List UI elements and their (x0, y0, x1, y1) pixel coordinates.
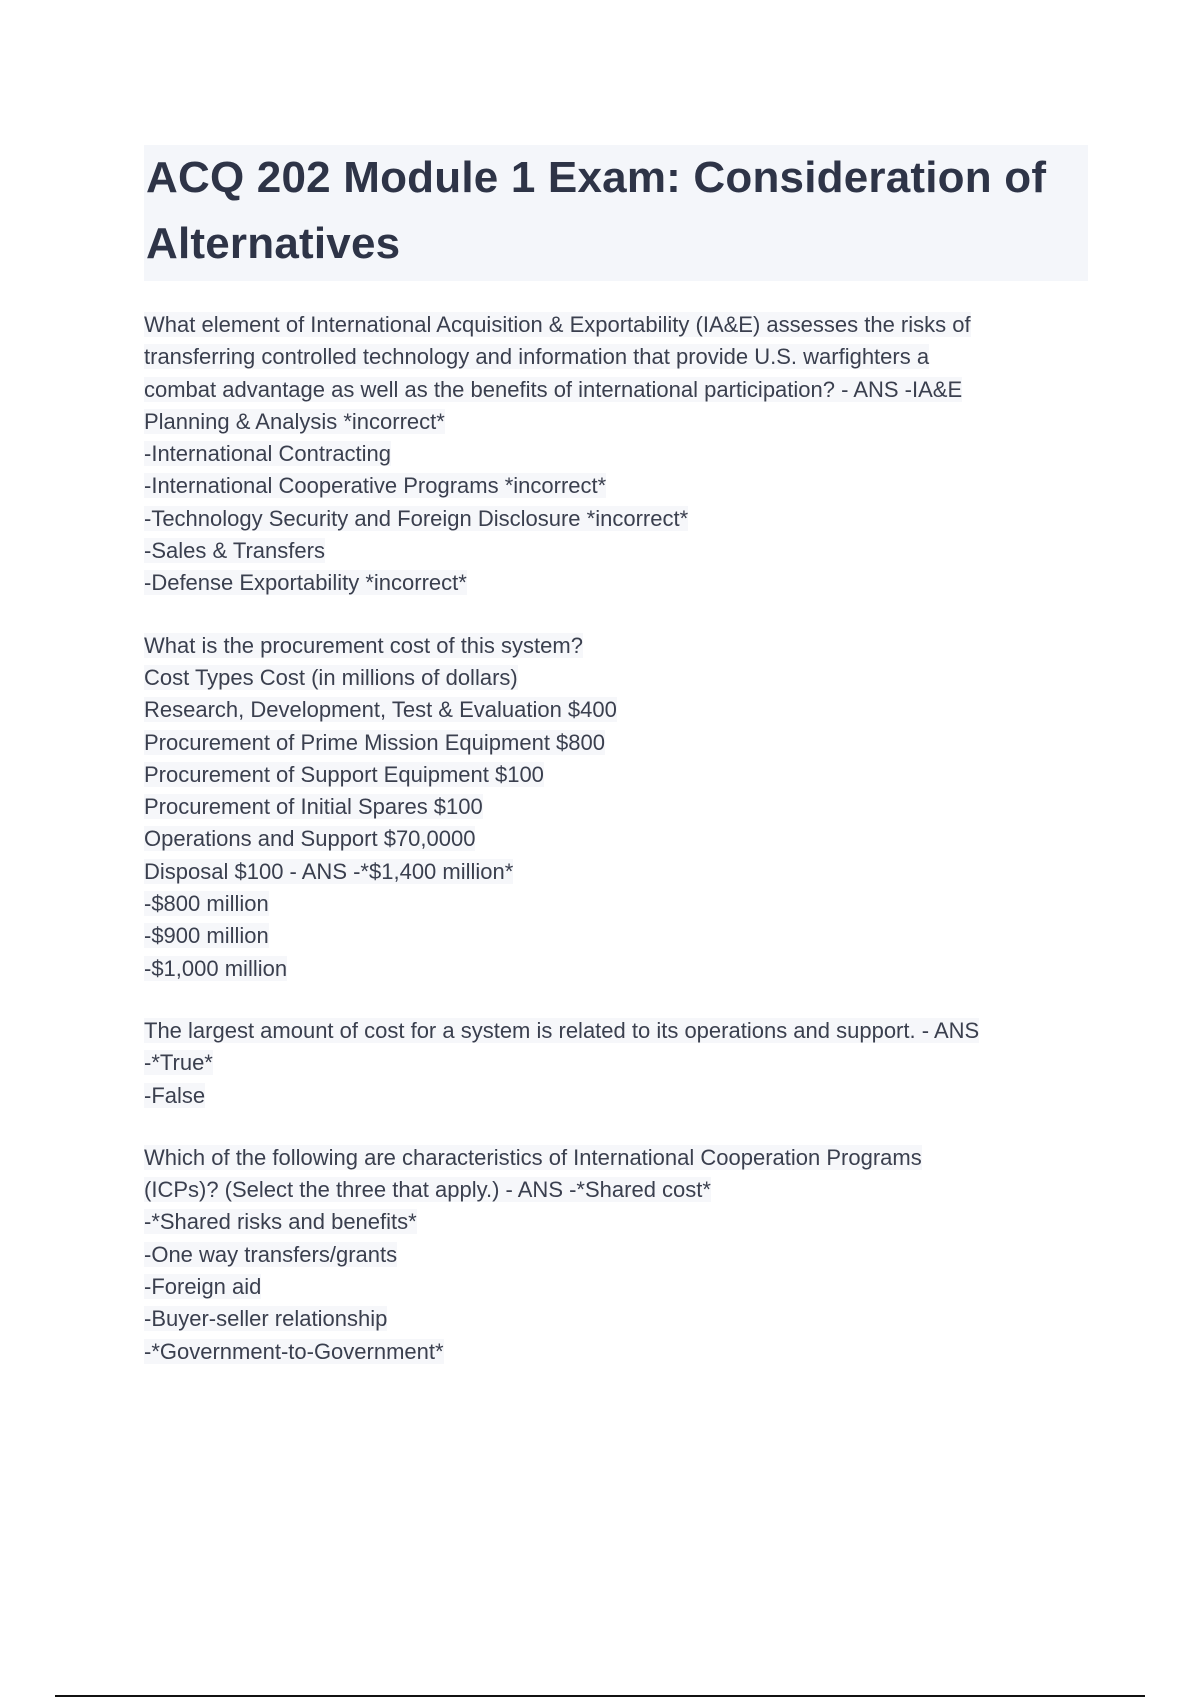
text-line (144, 1206, 1094, 1238)
text-line-content: Planning & Analysis *incorrect* (144, 408, 445, 434)
title-block (144, 145, 1088, 281)
text-line (144, 438, 1094, 470)
text-line (144, 694, 1094, 726)
text-line (144, 374, 1094, 406)
text-line (144, 759, 1094, 791)
text-line (144, 888, 1094, 920)
text-line-content: Operations and Support $70,0000 (144, 826, 476, 852)
text-line-content: -*Government-to-Government* (144, 1338, 444, 1364)
text-line-content: -False (144, 1082, 206, 1108)
text-line (144, 727, 1094, 759)
text-line (144, 662, 1094, 694)
text-line (144, 823, 1094, 855)
text-line-content: combat advantage as well as the benefits of international participation? - ANS -IA&E (144, 376, 963, 402)
text-line-content: transferring controlled technology and information that provide U.S. warfighters a (144, 344, 930, 370)
text-line (144, 1080, 1094, 1112)
text-line (144, 341, 1094, 373)
text-line-content: -One way transfers/grants (144, 1241, 398, 1267)
text-line (144, 630, 1094, 662)
question-4 (144, 1142, 1094, 1368)
question-2 (144, 630, 1094, 985)
bottom-divider (55, 1695, 1145, 1697)
text-line (144, 953, 1094, 985)
text-line (144, 406, 1094, 438)
page-title (146, 145, 1088, 277)
text-line (144, 1174, 1094, 1206)
text-line-content: The largest amount of cost for a system is related to its operations and support. - ANS (144, 1017, 980, 1043)
text-line (144, 791, 1094, 823)
text-line-content: Procurement of Prime Mission Equipment $800 (144, 729, 605, 755)
text-line (144, 1047, 1094, 1079)
text-line (144, 1142, 1094, 1174)
text-line-content: -$1,000 million (144, 955, 288, 981)
text-line-content: What is the procurement cost of this system? (144, 632, 583, 658)
text-line-content: -*Shared risks and benefits* (144, 1209, 417, 1235)
text-line-content: Research, Development, Test & Evaluation $400 (144, 697, 617, 723)
text-line-content: -Buyer-seller relationship (144, 1306, 388, 1332)
question-3 (144, 1015, 1094, 1112)
text-line-content: Disposal $100 - ANS -*$1,400 million* (144, 858, 514, 884)
text-line-content: -Foreign aid (144, 1274, 262, 1300)
text-line-content: -Sales & Transfers (144, 538, 325, 564)
text-line-content: -*True* (144, 1050, 213, 1076)
text-line (144, 1336, 1094, 1368)
text-line-content: Which of the following are characteristics of International Cooperation Programs (144, 1144, 922, 1170)
text-line (144, 535, 1094, 567)
text-line-content: -Defense Exportability *incorrect* (144, 570, 467, 596)
text-line (144, 856, 1094, 888)
text-line-content: -International Cooperative Programs *incorrect* (144, 473, 607, 499)
text-line-content: (ICPs)? (Select the three that apply.) - ANS -*Shared cost* (144, 1177, 711, 1203)
question-1 (144, 309, 1094, 600)
text-line (144, 503, 1094, 535)
text-line-content: -$900 million (144, 923, 269, 949)
text-line-content: -International Contracting (144, 441, 392, 467)
text-line-content: Procurement of Support Equipment $100 (144, 761, 544, 787)
text-line-content: What element of International Acquisition & Exportability (IA&E) assesses the risks of (144, 312, 971, 337)
title-line-1: ACQ 202 Module 1 Exam: Consideration of (146, 153, 1047, 202)
text-line (144, 1015, 1094, 1047)
text-line (144, 1271, 1094, 1303)
exam-content (144, 309, 1094, 1398)
text-line (144, 470, 1094, 502)
text-line-content: Cost Types Cost (in millions of dollars) (144, 664, 518, 690)
text-line-content: -$800 million (144, 891, 269, 917)
title-line-2: Alternatives (146, 219, 401, 268)
text-line-content: -Technology Security and Foreign Disclosure *incorrect* (144, 505, 689, 531)
text-line-content: Procurement of Initial Spares $100 (144, 794, 483, 820)
text-line (144, 920, 1094, 952)
text-line (144, 1303, 1094, 1335)
text-line (144, 1239, 1094, 1271)
text-line (144, 309, 1094, 341)
text-line (144, 567, 1094, 599)
